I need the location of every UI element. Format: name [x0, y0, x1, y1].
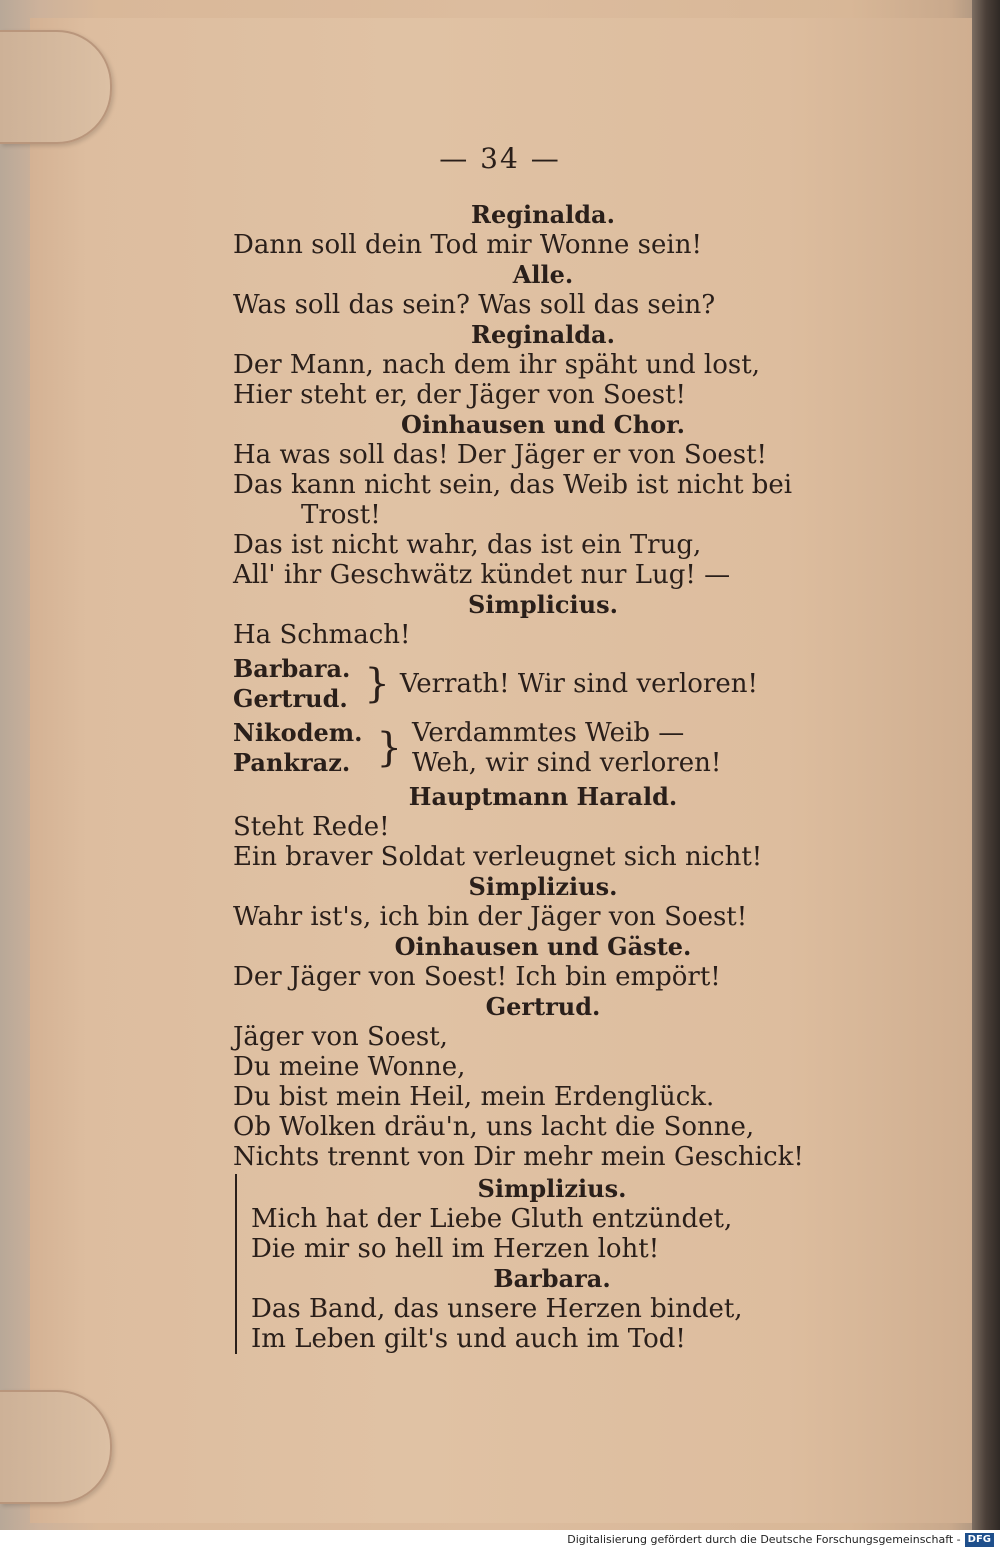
- digitization-footer: [0, 1530, 1000, 1550]
- curly-brace: }: [364, 661, 390, 707]
- speaker-name: Barbara.: [493, 1264, 611, 1293]
- verse-line: Das kann nicht sein, das Weib ist nicht bei: [233, 470, 793, 500]
- speaker-name: Simplicius.: [468, 590, 618, 619]
- verse-line: Weh, wir sind verloren!: [411, 748, 722, 778]
- speaker-group-nikodem-pankraz: [233, 718, 833, 778]
- speaker-name: Pankraz.: [233, 748, 351, 777]
- verse-line: Der Mann, nach dem ihr späht und lost,: [233, 350, 760, 380]
- page-number: — 34 —: [439, 142, 561, 175]
- verse-line: Im Leben gilt's und auch im Tod!: [251, 1324, 686, 1354]
- speaker-name: Hauptmann Harald.: [408, 782, 678, 811]
- dfg-logo: DFG: [965, 1533, 994, 1547]
- speaker-group-barbara-gertrud: [233, 654, 833, 714]
- speaker-name: Gertrud.: [485, 992, 601, 1021]
- verse-line: All' ihr Geschwätz kündet nur Lug! —: [233, 560, 731, 590]
- speaker-name: Barbara.: [233, 654, 351, 683]
- verse-line: Jäger von Soest,: [233, 1022, 448, 1052]
- group-speaker-names: [233, 654, 350, 714]
- speaker-name: Oinhausen und Chor.: [401, 410, 685, 439]
- verse-line: Ha was soll das! Der Jäger er von Soest!: [233, 440, 767, 470]
- verse-line: Ein braver Soldat verleugnet sich nicht!: [233, 842, 763, 872]
- verse-line: Was soll das sein? Was soll das sein?: [233, 290, 716, 320]
- speaker-name: Nikodem.: [233, 718, 363, 747]
- verse-line: Ha Schmach!: [233, 620, 411, 650]
- dialogue-top: [233, 200, 833, 650]
- dialogue-bottom: [233, 782, 833, 1172]
- verse-line: Das Band, das unsere Herzen bindet,: [251, 1294, 743, 1324]
- speaker-name: Oinhausen und Gäste.: [394, 932, 692, 961]
- speaker-name: Gertrud.: [233, 684, 348, 713]
- group-lines: [412, 718, 721, 778]
- book-binding: [972, 0, 1000, 1530]
- verse-line: Der Jäger von Soest! Ich bin empört!: [233, 962, 721, 992]
- verse-line: Ob Wolken dräu'n, uns lacht die Sonne,: [233, 1112, 755, 1142]
- verse-line: Nichts trennt von Dir mehr mein Geschick!: [233, 1142, 804, 1172]
- verse-line: Die mir so hell im Herzen loht!: [251, 1234, 660, 1264]
- speaker-name: Simplizius.: [468, 872, 618, 901]
- duet-bracketed: [235, 1174, 833, 1354]
- page-clip-bottom: [0, 1390, 112, 1504]
- verse-line: Hier steht er, der Jäger von Soest!: [233, 380, 687, 410]
- verse-line: Trost!: [301, 500, 381, 530]
- verse-line: Steht Rede!: [233, 812, 390, 842]
- group-speaker-names: [233, 718, 363, 778]
- verse-line: Dann soll dein Tod mir Wonne sein!: [233, 230, 702, 260]
- libretto-text: [233, 200, 833, 1354]
- curly-brace: }: [376, 725, 402, 771]
- speaker-name: Reginalda.: [471, 320, 615, 349]
- footer-text: Digitalisierung gefördert durch die Deutsche Forschungsgemeinschaft -: [567, 1533, 961, 1546]
- verse-line: Du bist mein Heil, mein Erdenglück.: [233, 1082, 715, 1112]
- verse-line: Verdammtes Weib —: [411, 718, 685, 748]
- verse-line: Verrath! Wir sind verloren!: [399, 669, 758, 699]
- group-lines: [400, 669, 758, 699]
- verse-line: Das ist nicht wahr, das ist ein Trug,: [233, 530, 702, 560]
- speaker-name: Alle.: [512, 260, 574, 289]
- speaker-name: Simplizius.: [477, 1174, 627, 1203]
- page-clip-top: [0, 30, 112, 144]
- verse-line: Du meine Wonne,: [233, 1052, 466, 1082]
- verse-line: Mich hat der Liebe Gluth entzündet,: [251, 1204, 733, 1234]
- speaker-name: Reginalda.: [471, 200, 615, 229]
- verse-line: Wahr ist's, ich bin der Jäger von Soest!: [233, 902, 748, 932]
